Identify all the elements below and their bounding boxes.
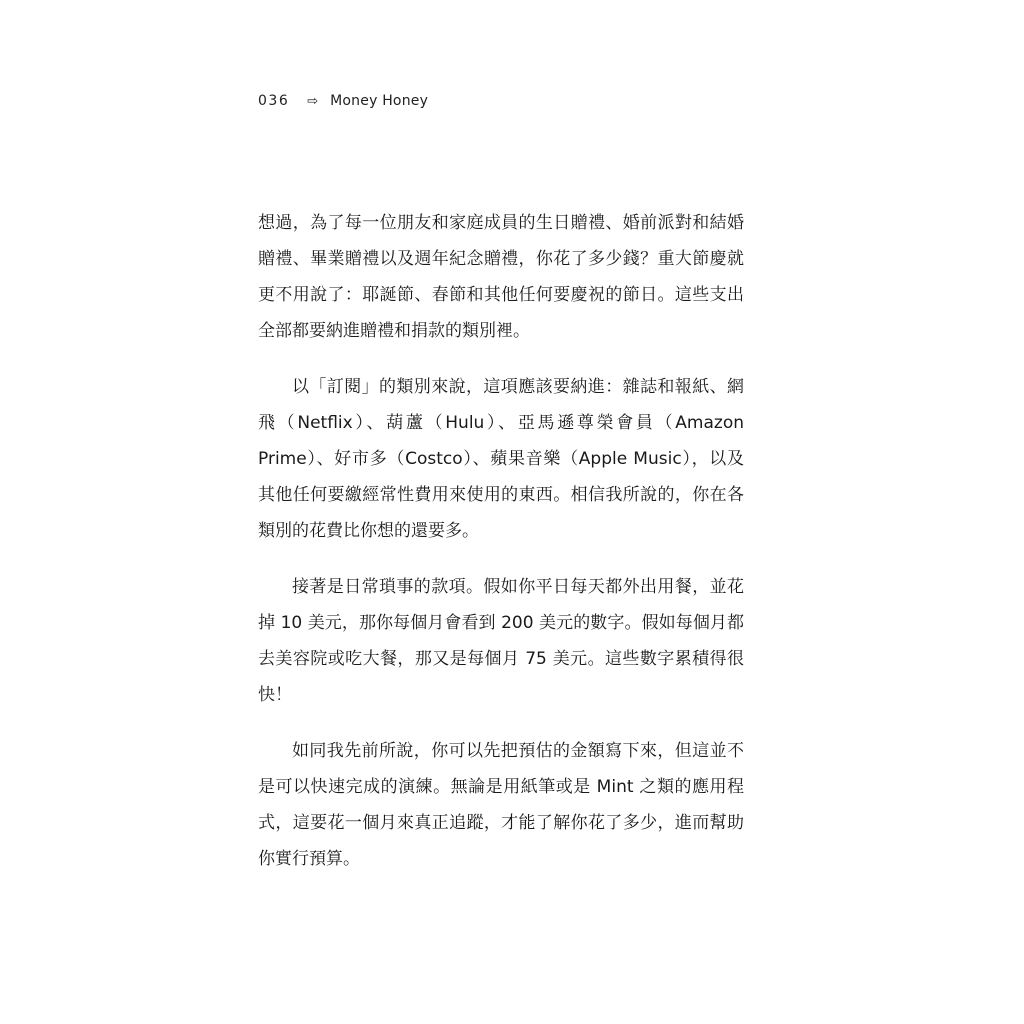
right-arrow-icon: ⇨ (307, 93, 319, 109)
book-title: Money Honey (330, 93, 429, 109)
paragraph-3: 接著是日常瑣事的款項。假如你平日每天都外出用餐，並花掉 10 美元，那你每個月會看到 200 美元的數字。假如每個月都去美容院或吃大餐，那又是每個月 75 美元。這些數字累積得很快！ (258, 577, 744, 705)
paragraph-2: 以「訂閱」的類別來說，這項應該要納進：雜誌和報紙、網飛（Netflix）、葫蘆（Hulu）、亞馬遜尊榮會員（Amazon Prime）、好市多（Costco）、蘋果音樂（Apple Music），以及其他任何要繳經常性費用來使用的東西。相信我所說的，你在各類別的花費比你想的還要多。 (258, 377, 744, 541)
body-text (258, 205, 744, 877)
paragraph-4: 如同我先前所說，你可以先把預估的金額寫下來，但這並不是可以快速完成的演練。無論是用紙筆或是 Mint 之類的應用程式，這要花一個月來真正追蹤，才能了解你花了多少，進而幫助你實行預算。 (258, 741, 744, 869)
paragraph-1: 想過，為了每一位朋友和家庭成員的生日贈禮、婚前派對和結婚贈禮、畢業贈禮以及週年紀念贈禮，你花了多少錢？重大節慶就更不用說了：耶誕節、春節和其他任何要慶祝的節日。這些支出全部都要納進贈禮和捐款的類別裡。 (258, 213, 744, 341)
page-number: 036 (258, 93, 290, 109)
running-head (258, 90, 428, 112)
